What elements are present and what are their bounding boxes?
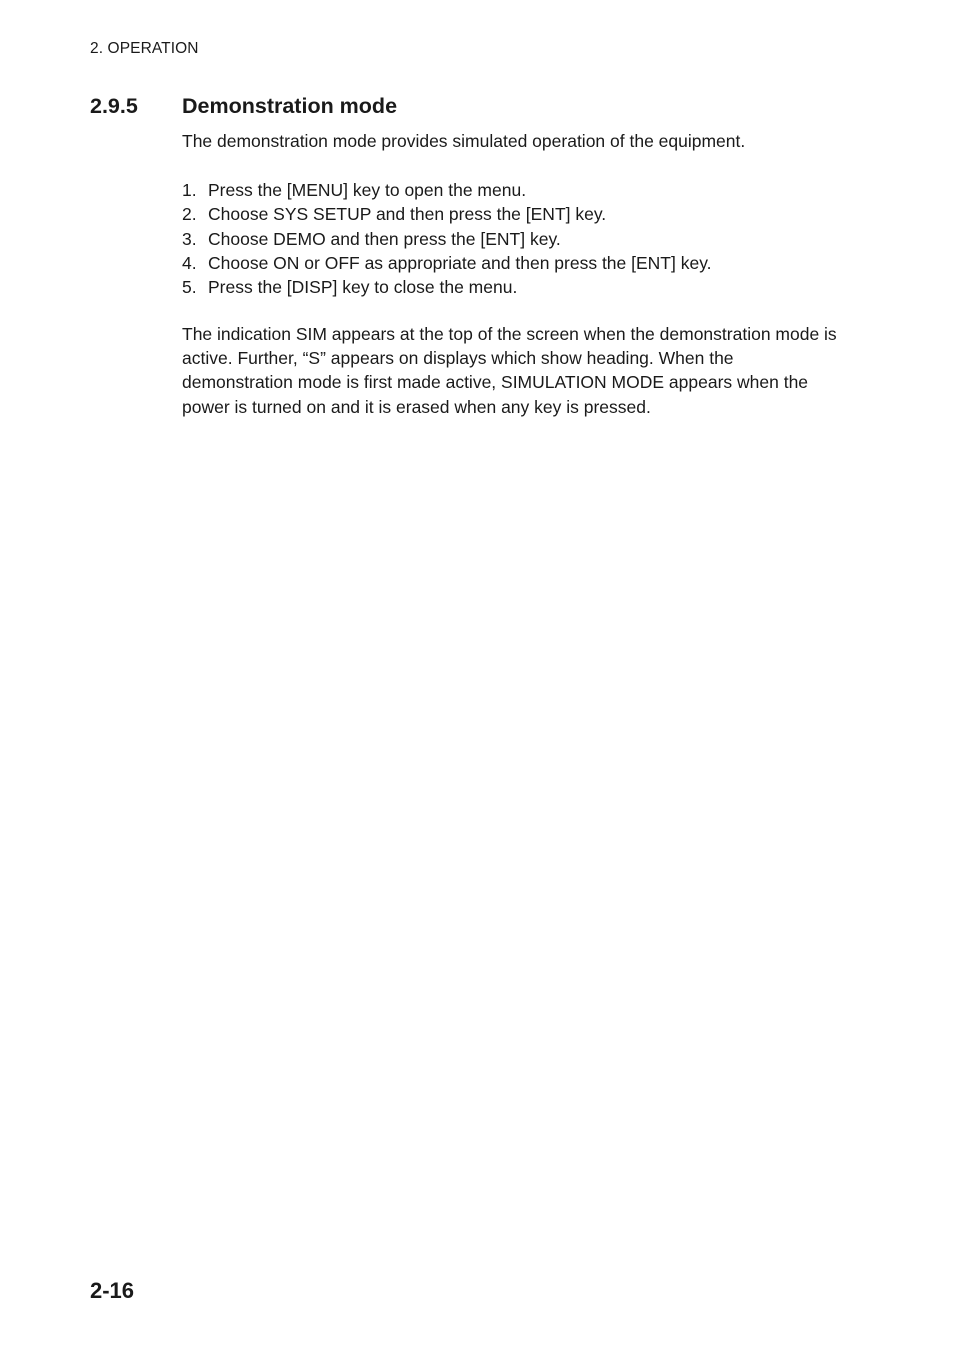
procedure-step	[182, 227, 712, 251]
procedure-step	[182, 251, 712, 275]
page-number: 2-16	[90, 1278, 135, 1303]
step-text: Press the [DISP] key to close the menu.	[208, 277, 518, 298]
step-text: Choose SYS SETUP and then press the [ENT] key.	[208, 204, 607, 225]
step-text: Choose DEMO and then press the [ENT] key.	[208, 228, 561, 249]
section-number: 2.9.5	[90, 94, 138, 118]
section-heading	[90, 93, 397, 119]
procedure-step	[182, 178, 712, 202]
step-text: Press the [MENU] key to open the menu.	[208, 180, 527, 200]
step-number: 3.	[182, 228, 197, 249]
procedure-steps	[182, 178, 712, 299]
running-header: 2. OPERATION	[90, 40, 199, 57]
procedure-step	[182, 202, 712, 226]
step-number: 2.	[182, 204, 197, 225]
intro-paragraph: The demonstration mode provides simulated operation of the equipment.	[182, 131, 746, 151]
step-number: 1.	[182, 180, 197, 200]
section-title: Demonstration mode	[182, 94, 398, 118]
step-number: 5.	[182, 277, 197, 298]
step-text: Choose ON or OFF as appropriate and then press the [ENT] key.	[208, 252, 712, 273]
body-paragraph: The indication SIM appears at the top of the screen when the demonstration mode is active. Further, “S” appears on displays which show heading. When the demonstration mode is first made active, SIMULATION MODE appears when the power is turned on and it is erased when any key is pressed.	[182, 324, 837, 417]
step-number: 4.	[182, 252, 197, 273]
procedure-step	[182, 275, 712, 299]
